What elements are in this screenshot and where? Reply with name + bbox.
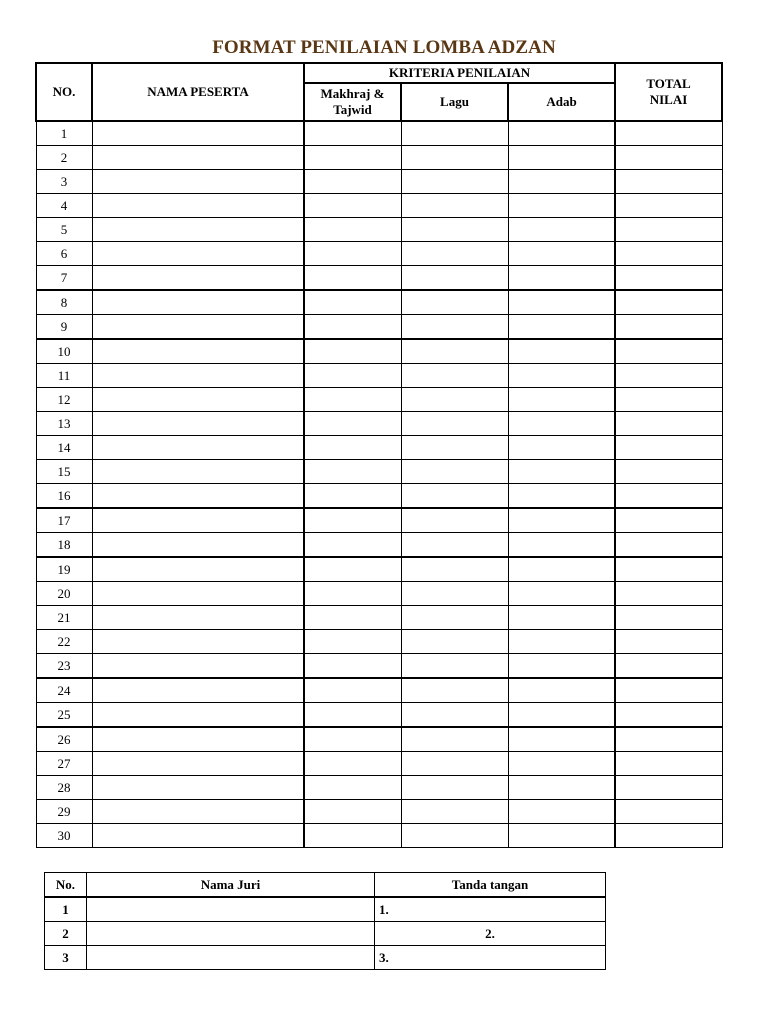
lagu-score-field[interactable] [401,242,508,266]
makhraj-score-field[interactable] [304,266,401,291]
participant-name-field[interactable] [92,776,304,800]
participant-name-field[interactable] [92,533,304,558]
row-number: 23 [36,654,92,679]
adab-score-field[interactable] [508,752,615,776]
judge-name-field[interactable] [87,946,375,970]
row-number: 7 [36,266,92,291]
adab-score-field[interactable] [508,654,615,679]
makhraj-score-field[interactable] [304,388,401,412]
row-number: 24 [36,678,92,703]
lagu-score-field[interactable] [401,824,508,848]
total-score-field[interactable] [615,606,722,630]
adab-score-field[interactable] [508,582,615,606]
header-criteria-lagu: Lagu [401,83,508,121]
table-row [36,800,722,824]
header-total-score [615,63,722,121]
judge-row [45,897,606,922]
makhraj-score-field[interactable] [304,727,401,752]
adab-score-field[interactable] [508,266,615,291]
participant-name-field[interactable] [92,436,304,460]
table-row [36,630,722,654]
adab-score-field[interactable] [508,170,615,194]
table-row [36,460,722,484]
participant-name-field[interactable] [92,266,304,291]
participant-name-field[interactable] [92,121,304,146]
participant-name-field[interactable] [92,703,304,728]
judge-row [45,946,606,970]
total-score-field[interactable] [615,218,722,242]
adab-score-field[interactable] [508,121,615,146]
header-criteria: KRITERIA PENILAIAN [304,63,615,83]
row-number: 21 [36,606,92,630]
total-score-field[interactable] [615,508,722,533]
row-number: 1 [36,121,92,146]
table-row [36,508,722,533]
makhraj-score-field[interactable] [304,824,401,848]
participant-name-field[interactable] [92,727,304,752]
row-number: 27 [36,752,92,776]
row-number: 6 [36,242,92,266]
lagu-score-field[interactable] [401,315,508,340]
judge-signature-field[interactable]: 1. [375,897,606,922]
lagu-score-field[interactable] [401,339,508,364]
lagu-score-field[interactable] [401,460,508,484]
table-row [36,436,722,460]
participant-name-field[interactable] [92,824,304,848]
row-number: 29 [36,800,92,824]
makhraj-score-field[interactable] [304,194,401,218]
total-score-field[interactable] [615,290,722,315]
row-number: 22 [36,630,92,654]
participant-name-field[interactable] [92,218,304,242]
lagu-score-field[interactable] [401,266,508,291]
participant-name-field[interactable] [92,678,304,703]
adab-score-field[interactable] [508,703,615,728]
adab-score-field[interactable] [508,508,615,533]
makhraj-score-field[interactable] [304,582,401,606]
table-row [36,194,722,218]
header-no: NO. [36,63,92,121]
row-number: 4 [36,194,92,218]
header-total-line2: NILAI [649,92,688,107]
participant-name-field[interactable] [92,752,304,776]
lagu-score-field[interactable] [401,727,508,752]
table-row [36,678,722,703]
adab-score-field[interactable] [508,412,615,436]
makhraj-score-field[interactable] [304,364,401,388]
makhraj-score-field[interactable] [304,776,401,800]
total-score-field[interactable] [615,436,722,460]
row-number: 3 [36,170,92,194]
table-row [36,364,722,388]
adab-score-field[interactable] [508,557,615,582]
total-score-field[interactable] [615,557,722,582]
participant-name-field[interactable] [92,170,304,194]
participant-name-field[interactable] [92,412,304,436]
makhraj-score-field[interactable] [304,484,401,509]
makhraj-score-field[interactable] [304,533,401,558]
adab-score-field[interactable] [508,388,615,412]
lagu-score-field[interactable] [401,170,508,194]
page-title: FORMAT PENILAIAN LOMBA ADZAN [212,37,556,58]
row-number: 15 [36,460,92,484]
makhraj-score-field[interactable] [304,460,401,484]
participant-name-field[interactable] [92,800,304,824]
makhraj-score-field[interactable] [304,678,401,703]
header-participant-name: NAMA PESERTA [92,63,304,121]
makhraj-score-field[interactable] [304,800,401,824]
total-score-field[interactable] [615,582,722,606]
table-row [36,654,722,679]
judge-header-signature: Tanda tangan [375,873,606,898]
total-score-field[interactable] [615,824,722,848]
lagu-score-field[interactable] [401,533,508,558]
total-score-field[interactable] [615,315,722,340]
total-score-field[interactable] [615,194,722,218]
adab-score-field[interactable] [508,824,615,848]
table-row [36,533,722,558]
makhraj-score-field[interactable] [304,703,401,728]
adab-score-field[interactable] [508,460,615,484]
total-score-field[interactable] [615,533,722,558]
makhraj-score-field[interactable] [304,557,401,582]
makhraj-score-field[interactable] [304,290,401,315]
total-score-field[interactable] [615,678,722,703]
score-table [35,62,723,848]
table-row [36,146,722,170]
adab-score-field[interactable] [508,339,615,364]
total-score-field[interactable] [615,776,722,800]
makhraj-score-field[interactable] [304,606,401,630]
participant-name-field[interactable] [92,339,304,364]
lagu-score-field[interactable] [401,508,508,533]
total-score-field[interactable] [615,703,722,728]
participant-name-field[interactable] [92,630,304,654]
participant-name-field[interactable] [92,146,304,170]
table-row [36,727,722,752]
makhraj-score-field[interactable] [304,339,401,364]
lagu-score-field[interactable] [401,218,508,242]
judge-row-no: 2 [45,922,87,946]
makhraj-score-field[interactable] [304,412,401,436]
row-number: 9 [36,315,92,340]
makhraj-score-field[interactable] [304,436,401,460]
table-row [36,776,722,800]
participant-name-field[interactable] [92,315,304,340]
table-row [36,290,722,315]
total-score-field[interactable] [615,242,722,266]
row-number: 19 [36,557,92,582]
adab-score-field[interactable] [508,436,615,460]
total-score-field[interactable] [615,460,722,484]
row-number: 25 [36,703,92,728]
row-number: 17 [36,508,92,533]
row-number: 11 [36,364,92,388]
total-score-field[interactable] [615,121,722,146]
lagu-score-field[interactable] [401,776,508,800]
judge-signature-field[interactable]: 3. [375,946,606,970]
participant-name-field[interactable] [92,290,304,315]
total-score-field[interactable] [615,752,722,776]
judge-header-no: No. [45,873,87,898]
makhraj-score-field[interactable] [304,242,401,266]
makhraj-score-field[interactable] [304,121,401,146]
row-number: 14 [36,436,92,460]
table-row [36,606,722,630]
table-row [36,242,722,266]
makhraj-score-field[interactable] [304,218,401,242]
adab-score-field[interactable] [508,242,615,266]
table-row [36,315,722,340]
adab-score-field[interactable] [508,218,615,242]
table-row [36,218,722,242]
header-criteria-makhraj: Makhraj & Tajwid [304,83,401,121]
adab-score-field[interactable] [508,290,615,315]
lagu-score-field[interactable] [401,484,508,509]
adab-score-field[interactable] [508,533,615,558]
total-score-field[interactable] [615,364,722,388]
row-number: 12 [36,388,92,412]
participant-name-field[interactable] [92,606,304,630]
participant-name-field[interactable] [92,388,304,412]
table-row [36,266,722,291]
judge-table [44,872,606,970]
table-row [36,484,722,509]
lagu-score-field[interactable] [401,194,508,218]
row-number: 2 [36,146,92,170]
participant-name-field[interactable] [92,557,304,582]
lagu-score-field[interactable] [401,703,508,728]
row-number: 8 [36,290,92,315]
judge-row-no: 3 [45,946,87,970]
lagu-score-field[interactable] [401,412,508,436]
total-score-field[interactable] [615,727,722,752]
participant-name-field[interactable] [92,582,304,606]
adab-score-field[interactable] [508,146,615,170]
row-number: 10 [36,339,92,364]
adab-score-field[interactable] [508,194,615,218]
makhraj-score-field[interactable] [304,508,401,533]
lagu-score-field[interactable] [401,364,508,388]
table-row [36,752,722,776]
header-criteria-adab: Adab [508,83,615,121]
row-number: 30 [36,824,92,848]
participant-name-field[interactable] [92,364,304,388]
participant-name-field[interactable] [92,654,304,679]
total-score-field[interactable] [615,266,722,291]
table-row [36,557,722,582]
adab-score-field[interactable] [508,630,615,654]
row-number: 20 [36,582,92,606]
lagu-score-field[interactable] [401,436,508,460]
participant-name-field[interactable] [92,194,304,218]
lagu-score-field[interactable] [401,800,508,824]
adab-score-field[interactable] [508,315,615,340]
row-number: 16 [36,484,92,509]
makhraj-score-field[interactable] [304,170,401,194]
judge-row [45,922,606,946]
table-row [36,582,722,606]
lagu-score-field[interactable] [401,606,508,630]
table-row [36,412,722,436]
lagu-score-field[interactable] [401,557,508,582]
lagu-score-field[interactable] [401,654,508,679]
participant-name-field[interactable] [92,484,304,509]
total-score-field[interactable] [615,146,722,170]
adab-score-field[interactable] [508,678,615,703]
participant-name-field[interactable] [92,460,304,484]
participant-name-field[interactable] [92,242,304,266]
judge-signature-field[interactable]: 2. [375,922,606,946]
lagu-score-field[interactable] [401,752,508,776]
lagu-score-field[interactable] [401,630,508,654]
row-number: 18 [36,533,92,558]
lagu-score-field[interactable] [401,290,508,315]
total-score-field[interactable] [615,630,722,654]
table-row [36,703,722,728]
row-number: 13 [36,412,92,436]
adab-score-field[interactable] [508,727,615,752]
header-total-line1: TOTAL [646,76,691,91]
makhraj-score-field[interactable] [304,654,401,679]
row-number: 26 [36,727,92,752]
adab-score-field[interactable] [508,606,615,630]
lagu-score-field[interactable] [401,121,508,146]
total-score-field[interactable] [615,170,722,194]
adab-score-field[interactable] [508,484,615,509]
makhraj-score-field[interactable] [304,146,401,170]
adab-score-field[interactable] [508,776,615,800]
judge-name-field[interactable] [87,922,375,946]
table-row [36,824,722,848]
total-score-field[interactable] [615,412,722,436]
makhraj-score-field[interactable] [304,752,401,776]
total-score-field[interactable] [615,654,722,679]
total-score-field[interactable] [615,800,722,824]
adab-score-field[interactable] [508,800,615,824]
row-number: 28 [36,776,92,800]
judge-name-field[interactable] [87,897,375,922]
participant-name-field[interactable] [92,508,304,533]
judge-row-no: 1 [45,897,87,922]
total-score-field[interactable] [615,484,722,509]
row-number: 5 [36,218,92,242]
total-score-field[interactable] [615,339,722,364]
total-score-field[interactable] [615,388,722,412]
lagu-score-field[interactable] [401,146,508,170]
table-row [36,170,722,194]
table-row [36,121,722,146]
judge-header-name: Nama Juri [87,873,375,898]
lagu-score-field[interactable] [401,582,508,606]
lagu-score-field[interactable] [401,678,508,703]
table-row [36,339,722,364]
makhraj-score-field[interactable] [304,315,401,340]
makhraj-score-field[interactable] [304,630,401,654]
lagu-score-field[interactable] [401,388,508,412]
adab-score-field[interactable] [508,364,615,388]
table-row [36,388,722,412]
